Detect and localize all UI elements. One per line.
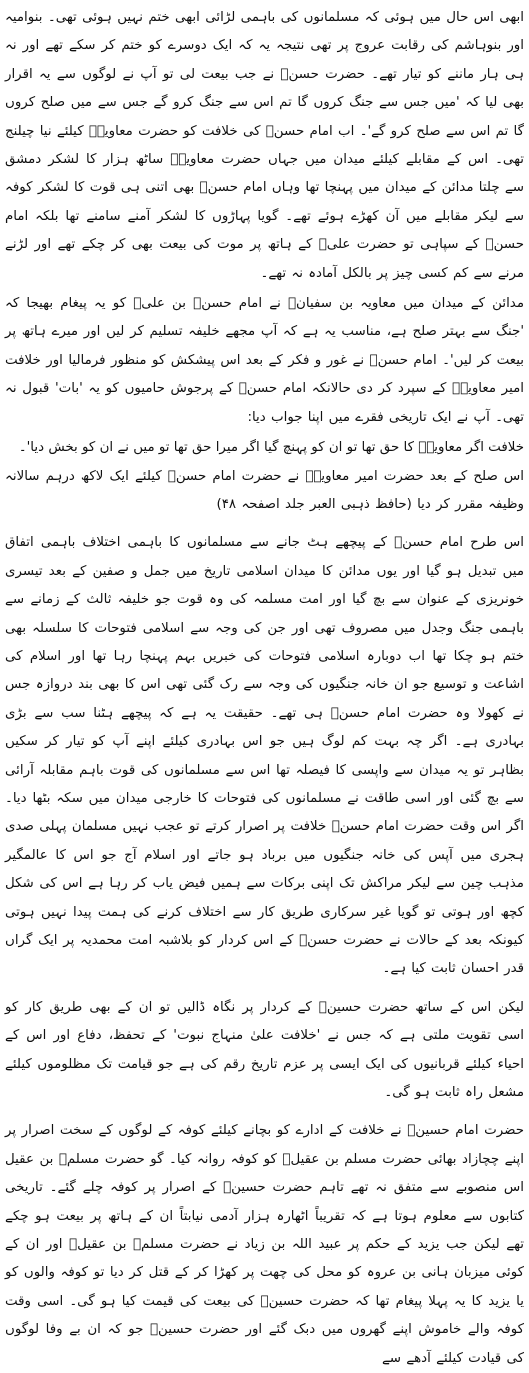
paragraph-3: اس صلح کے بعد حضرت امیر معاویہؓ نے حضرت امام حسنؓ کیلئے ایک لاکھ درہم سالانہ وظیفہ مقرر کر دیا (حافظ ذہبی العبر جلد اصفحہ ۴۸) xyxy=(5,468,524,512)
paragraph-4: اس طرح امام حسنؓ کے پیچھے ہٹ جانے سے مسلمانوں کا باہمی اختلاف باہمی اتفاق میں تبدیل ہو گیا اور یوں مدائن کا میدان اسلامی تاریخ میں جمل و صفین کے بعد تیسری خونریزی کے عنوان سے بچ گیا اور امت مسلمہ کی وہ قوت جو خلیفہ ثالث کے زمانے سے باہمی جنگ وجدل میں مصروف تھی اور جن کی وجہ سے اسلامی فتوحات کا سلسلہ بھی ختم ہو چکا تھا اب دوبارہ اسلامی فتوحات کی خبریں بہم پہنچا رہا تھا اور اسلام کی اشاعت و توسیع جو ان خانہ جنگیوں کی وجہ سے رک گئی تھی اس کا بھی بند دروازہ جس نے کھولا وہ حضرت امام حسنؓ ہی تھے۔ حقیقت یہ ہے کہ پیچھے ہٹنا سب سے بڑی بہادری ہے۔ اگر چہ بہت کم لوگ ہیں جو اس بہادری کیلئے اپنے آپ کو تیار کر سکیں بظاہر تو یہ میدان سے واپسی کا فیصلہ تھا اس سے مسلمانوں کی قوت باہم مقابلہ آرائی سے بچ گئی اور اسی طاقت نے مسلمانوں کی فتوحات کا خارجی میدان میں سکہ بٹھا دیا۔ اگر اس وقت حضرت امام حسنؓ خلافت پر اصرار کرتے تو عجب نہیں مسلمان پہلی صدی ہجری میں آپس کی خانہ جنگیوں میں برباد ہو جاتے اور اسلام آج جو اس کا عالمگیر مذہب چین سے لیکر مراکش تک اپنی برکات سے ہمیں فیض یاب کر رہا ہے اس کی شکل کچھ اور ہوتی تو گویا غیر سرکاری طریق کار سے اختلاف کرنے کی ہمت پیدا نہیں ہوتی کیونکہ بعد کے حالات نے حضرت حسنؓ کے اس کردار کو بلاشبہ امت محمدیہ پر ایک گراں قدر احسان ثابت کیا ہے۔ xyxy=(5,535,524,977)
paragraph-6: حضرت امام حسینؓ نے خلافت کے ادارے کو بچانے کیلئے کوفہ کے لوگوں کے سخت اصرار پر اپنے چچازاد بھائی حضرت مسلم بن عقیلؓ کو کوفہ روانہ کیا۔ گو حضرت مسلمؓ بن عقیل اس منصوبے سے متفق نہ تھے تاہم حضرت حسینؓ کے اصرار پر کوفہ چلے گئے۔ تاریخی کتابوں سے معلوم ہوتا ہے کہ تقریباً اٹھارہ ہزار آدمی نیابتاً ان کے ہاتھ پر بیعت ہو چکے تھے لیکن جب یزید کے حکم پر عبید اللہ بن زیاد نے حضرت مسلمؓ بن عقیلؓ اور ان کے کوئی میزبان ہانی بن عروہ کو محل کی چھت پر کھڑا کر کے قتل کر دیا تو کوفہ والوں کو یا یزید کا یہ پہلا پیغام تھا کہ حضرت حسینؓ کی بیعت کی قیمت کیا ہو گی۔ اسی وقت کوفہ والے خاموش اپنے گھروں میں دبک گئے اور حضرت حسینؓ جو کہ ان بے وفا لوگوں کی قیادت کیلئے آدھے سے xyxy=(5,1123,524,1366)
paragraph-1: ابھی اس حال میں ہوئی کہ مسلمانوں کی باہمی لڑائی ابھی ختم نہیں ہوئی تھی۔ بنوامیہ اور بنوہاشم کی رقابت عروج پر تھی نتیجہ یہ کہ ایک دوسرے کو ختم کر سکے تھے اور نہ ہی ہار ماننے کو تیار تھے۔ حضرت حسنؓ نے جب بیعت لی تو آپ نے لوگوں سے یہ اقرار بھی لیا کہ 'میں جس سے جنگ کروں گا تم اس سے جنگ کرو گے جس سے میں صلح کروں گا تم اس سے صلح کرو گے'۔ اب امام حسنؓ کی خلافت کو حضرت معاویہؓ کیلئے نیا چیلنج تھی۔ اس کے مقابلے کیلئے میدان میں جہاں حضرت معاویہؓ ساٹھ ہزار کا لشکر دمشق سے چلتا مدائن کے میدان میں پہنچا تھا وہاں امام حسنؓ بھی اتنی ہی قوت کا لشکر کوفہ سے لیکر مقابلے میں آن کھڑے ہوئے تھے۔ گویا پہاڑوں کا لشکر آمنے سامنے تھا بلکہ امام حسنؓ کے سپاہی تو حضرت علیؓ کے ہاتھ پر موت کی بیعت بھی کر چکے تھے اور لڑنے مرنے سے کم کسی چیز پر بالکل آمادہ نہ تھے۔ xyxy=(5,10,524,281)
paragraph-2: مدائن کے میدان میں معاویہ بن سفیانؓ نے امام حسنؓ بن علیؓ کو یہ پیغام بھیجا کہ 'جنگ سے بہتر صلح ہے، مناسب یہ ہے کہ آپ مجھے خلیفہ تسلیم کر لیں اور میرے ہاتھ پر بیعت کر لیں'۔ امام حسنؓ نے غور و فکر کے بعد اس پیشکش کو منظور فرمالیا اور خلافت امیر معاویہؓ کے سپرد کر دی حالانکہ امام حسنؓ کے پرجوش حامیوں کو یہ 'بات' قبول نہ تھی۔ آپ نے ایک تاریخی فقرے میں اپنا جواب دیا: xyxy=(5,296,524,425)
quoted-reply: خلافت اگر معاویہؓ کا حق تھا تو ان کو پہنچ گیا اگر میرا حق تھا تو میں نے ان کو بخش دیا'۔ xyxy=(18,440,524,456)
paragraph-5: لیکن اس کے ساتھ حضرت حسینؓ کے کردار پر نگاہ ڈالیں تو ان کے بھی طریق کار کو اسی تقویت ملتی ہے کہ جس نے 'خلافت علیٰ منہاج نبوت' کے تحفظ، دفاع اور اس کے احیاء کیلئے قربانیوں کی ایک ایسی پر عزم تاریخ رقم کی ہے جو قیامت تک مظلوموں کیلئے مشعل راہ ثابت ہو گی۔ xyxy=(5,999,524,1101)
urdu-document-page xyxy=(5,4,524,1366)
